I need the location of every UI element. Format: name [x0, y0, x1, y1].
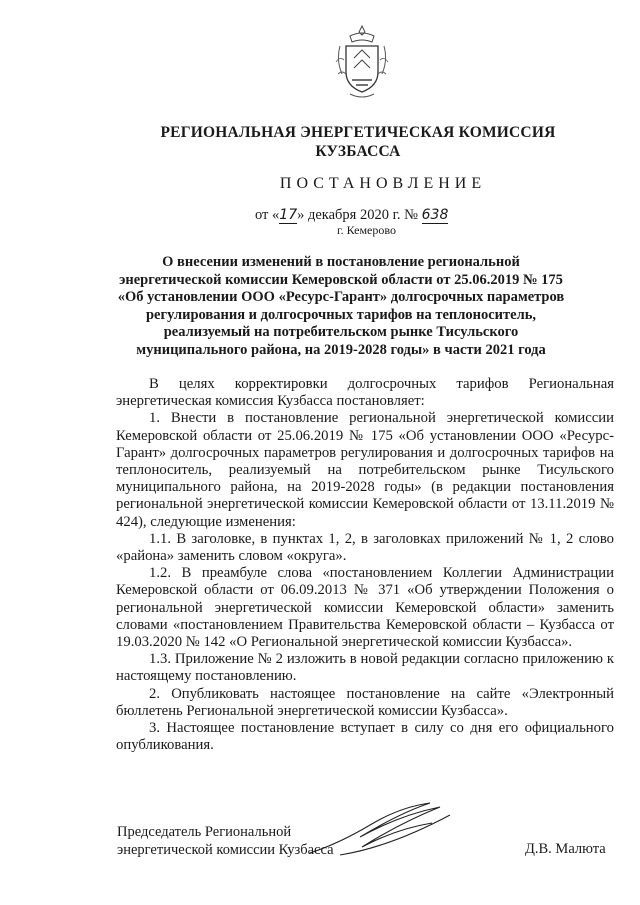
date-prefix: от «	[255, 207, 280, 223]
document-type: ПОСТАНОВЛЕНИЕ	[279, 175, 487, 192]
preamble-paragraph: В целях корректировки долгосрочных тарифов Региональная энергетическая комиссия Кузбасса постановляет:	[116, 376, 614, 410]
organization-name	[0, 123, 640, 161]
coat-of-arms-emblem	[332, 22, 392, 100]
document-body	[116, 376, 614, 754]
signatory-line-2: энергетической комиссии Кузбасса	[117, 842, 334, 858]
title-line: «Об установлении ООО «Ресурс-Гарант» долгосрочных параметров	[117, 289, 565, 306]
clause-2: 2. Опубликовать настоящее постановление на сайте «Электронный бюллетень Региональной энергетической комиссии Кузбасса».	[116, 685, 614, 719]
title-line: реализуемый на потребительском рынке Тисульского	[163, 324, 519, 341]
document-title	[110, 254, 572, 360]
date-month-year: » декабря 2020 г. №	[297, 207, 419, 223]
signatory-line-1: Председатель Региональной	[117, 824, 292, 840]
city: г. Кемерово	[337, 223, 396, 237]
date-day: 17	[279, 207, 298, 223]
signatory-position	[117, 823, 334, 859]
title-line: муниципального района, на 2019-2028 годы» в части 2021 года	[136, 341, 546, 358]
org-line-1: РЕГИОНАЛЬНАЯ ЭНЕРГЕТИЧЕСКАЯ КОМИССИЯ	[160, 124, 556, 141]
clause-3: 3. Настоящее постановление вступает в силу со дня его официального опубликования.	[116, 720, 614, 754]
title-line: энергетической комиссии Кемеровской области от 25.06.2019 № 175	[119, 271, 563, 288]
clause-1-2: 1.2. В преамбуле слова «постановлением Коллегии Администрации Кемеровской области от 06.09.2013 № 371 «Об утверждении Положения о региональной энергетической комиссии Кемеровской области» заменить словами «постановлением Правительства Кемеровской области – Кузбасса от 19.03.2020 № 142 «О Региональной энергетической комиссии Кузбасса».	[116, 565, 614, 651]
clause-1-1: 1.1. В заголовке, в пунктах 1, 2, в заголовках приложений № 1, 2 слово «района» заменить словом «округа».	[116, 530, 614, 565]
signatory-name: Д.В. Малюта	[525, 841, 606, 857]
document-number: 638	[421, 207, 449, 223]
clause-1: 1. Внести в постановление региональной энергетической комиссии Кемеровской области от 25.06.2019 № 175 «Об установлении ООО «Ресурс-Гарант» долгосрочных параметров регулирования и долгосрочных тарифов на теплоноситель, реализуемый на потребительском рынке Тисульского муниципального района, на 2019-2028 годы» (в редакции постановления региональной энергетической комиссии Кемеровской области от 13.11.2019 № 424), следующие изменения:	[116, 410, 614, 530]
title-line: О внесении изменений в постановление региональной	[162, 254, 520, 270]
clause-1-3: 1.3. Приложение № 2 изложить в новой редакции согласно приложению к настоящему постановлению.	[116, 651, 614, 685]
title-line: регулирования и долгосрочных тарифов на теплоноситель,	[145, 306, 536, 323]
org-line-2: КУЗБАССА	[315, 143, 401, 160]
date-line	[255, 207, 448, 224]
